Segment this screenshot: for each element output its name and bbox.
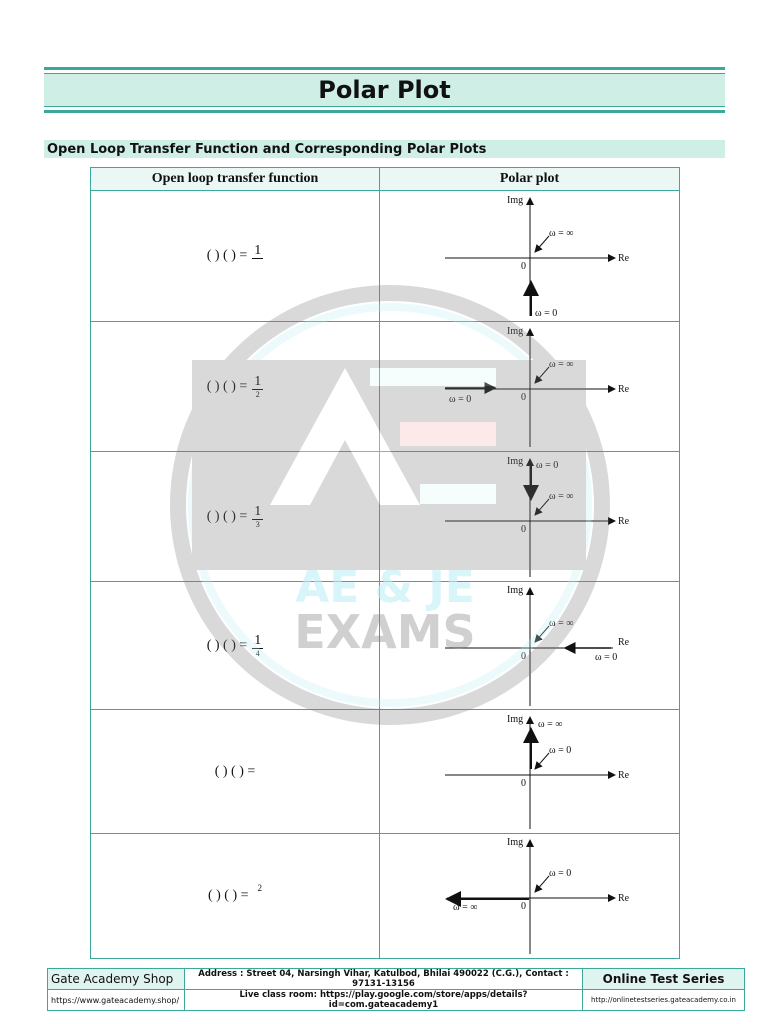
tf-superscript: 2 [257, 883, 263, 893]
tf-lhs: ( ) ( ) = [207, 888, 249, 903]
re-label: Re [617, 253, 629, 264]
tf-lhs: ( ) ( ) = [214, 763, 256, 779]
watermark-text-line2: EXAMS [294, 605, 476, 659]
footer [47, 968, 744, 1010]
header-polar-plot: Polar plot [380, 168, 680, 191]
polar-plot-cell [380, 834, 680, 959]
table-row [91, 582, 680, 710]
re-label: Re [617, 636, 629, 648]
pointer-arrow [535, 499, 549, 515]
omega-zero-label: ω = 0 [594, 651, 617, 663]
re-label: Re [617, 893, 629, 904]
transfer-function-cell [91, 834, 380, 959]
footer-online-test: Online Test Series [583, 969, 745, 990]
omega-inf-label: ω = ∞ [452, 902, 477, 913]
polar-plot-diagram [425, 584, 635, 708]
img-label: Img [506, 584, 523, 596]
origin-label: 0 [520, 650, 526, 662]
polar-plot-diagram [425, 713, 635, 831]
table-header-row [91, 168, 680, 191]
omega-zero-label: ω = 0 [534, 308, 557, 318]
table-row [91, 322, 680, 452]
omega-zero-label: ω = 0 [448, 393, 471, 405]
img-label: Img [506, 713, 523, 725]
origin-label: 0 [520, 391, 526, 403]
tf-fraction [252, 634, 263, 658]
tf-fraction [252, 244, 263, 268]
origin-label: 0 [520, 901, 526, 912]
omega-zero-label: ω = 0 [535, 459, 558, 471]
omega-inf-label: ω = ∞ [548, 358, 573, 370]
polar-plot-diagram [425, 836, 635, 956]
omega-inf-label: ω = ∞ [548, 617, 573, 629]
omega-zero-label: ω = 0 [548, 744, 571, 756]
table-row [91, 710, 680, 834]
tf-denominator: 4 [255, 648, 260, 658]
title-band [44, 73, 725, 107]
pointer-arrow [535, 876, 549, 892]
title-bar [44, 67, 725, 113]
pointer-arrow [535, 626, 549, 642]
footer-address: Address : Street 04, Narsingh Vihar, Katulbod, Bhilai 490022 (C.G.), Contact : 97131-13156 [185, 969, 583, 990]
img-label: Img [506, 837, 523, 848]
header-transfer-function: Open loop transfer function [91, 168, 380, 191]
tf-numerator: 1 [254, 243, 262, 258]
polar-plot-cell [380, 710, 680, 834]
footer-shop-link[interactable]: https://www.gateacademy.shop/ [48, 990, 185, 1011]
origin-label: 0 [520, 777, 526, 789]
tf-lhs: ( ) ( ) = [206, 248, 248, 263]
omega-inf-label: ω = ∞ [548, 228, 573, 239]
transfer-function-cell [91, 710, 380, 834]
polar-plot-diagram [425, 325, 635, 449]
footer-shop-name: Gate Academy Shop [48, 969, 185, 990]
img-label: Img [506, 195, 523, 206]
polar-plot-cell [380, 452, 680, 582]
tf-numerator: 1 [254, 373, 262, 389]
tf-numerator: 1 [254, 503, 262, 519]
footer-online-test-link[interactable]: http://onlinetestseries.gateacademy.co.in [583, 990, 745, 1011]
polar-plot-cell [380, 191, 680, 322]
section-heading: Open Loop Transfer Function and Corresponding Polar Plots [47, 141, 487, 157]
polar-plot-diagram [425, 455, 635, 579]
omega-zero-label: ω = 0 [548, 868, 571, 879]
table-row [91, 834, 680, 959]
tf-fraction [252, 505, 263, 529]
re-label: Re [617, 383, 629, 395]
transfer-function-cell [91, 452, 380, 582]
tf-fraction [252, 375, 263, 399]
omega-inf-label: ω = ∞ [537, 718, 562, 730]
tf-denominator: 2 [255, 389, 260, 399]
tf-lhs: ( ) ( ) = [206, 637, 248, 653]
section-heading-band [44, 140, 725, 158]
polar-plot-diagram [425, 194, 635, 318]
pointer-arrow [535, 367, 549, 383]
tf-numerator: 1 [254, 632, 262, 648]
re-label: Re [617, 769, 629, 781]
tf-denominator: 3 [255, 519, 260, 529]
img-label: Img [506, 325, 523, 337]
origin-label: 0 [520, 523, 526, 535]
re-label: Re [617, 515, 629, 527]
transfer-function-cell [91, 582, 380, 710]
omega-inf-label: ω = ∞ [548, 490, 573, 502]
img-label: Img [506, 455, 523, 467]
transfer-function-cell [91, 191, 380, 322]
polar-plot-cell [380, 322, 680, 452]
page-title: Polar Plot [318, 76, 451, 104]
polar-plot-cell [380, 582, 680, 710]
tf-lhs: ( ) ( ) = [206, 508, 248, 524]
polar-plot-table [90, 167, 680, 959]
origin-label: 0 [520, 261, 526, 272]
transfer-function-cell [91, 322, 380, 452]
pointer-arrow [535, 753, 549, 769]
table-row [91, 452, 680, 582]
pointer-arrow [535, 236, 549, 252]
table-row [91, 191, 680, 322]
tf-lhs: ( ) ( ) = [206, 378, 248, 394]
footer-live-class-link[interactable]: Live class room: https://play.google.com/store/apps/details?id=com.gateacademy1 [185, 990, 583, 1011]
watermark-text-line1: AE & JE [295, 562, 475, 613]
